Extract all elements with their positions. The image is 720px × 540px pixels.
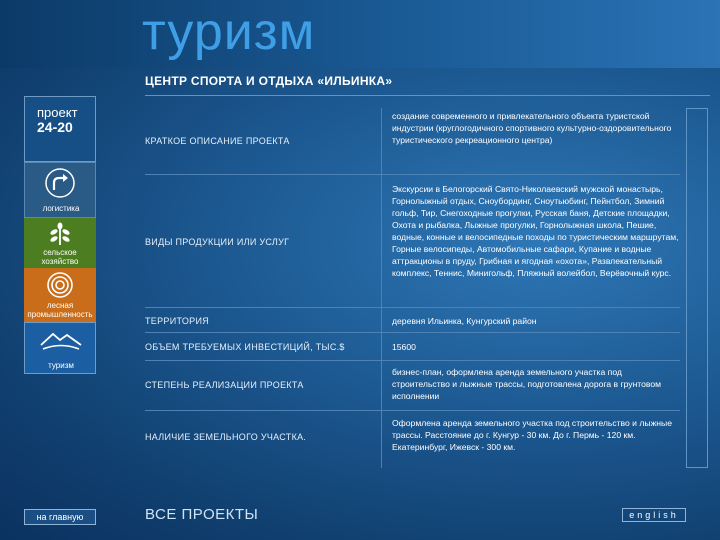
row-label: ТЕРРИТОРИЯ [145,316,210,326]
row-label: СТЕПЕНЬ РЕАЛИЗАЦИИ ПРОЕКТА [145,380,304,390]
project-number-box [24,96,96,162]
sidebar-label-tourism: туризм [48,361,74,370]
all-projects-link[interactable]: ВСЕ ПРОЕКТЫ [145,506,259,523]
title-divider [145,95,710,96]
english-button[interactable]: english [622,508,686,522]
row-divider [145,360,680,361]
arrow-turn-icon [45,168,75,198]
sidebar-item-forestry[interactable] [24,268,96,322]
project-title: ЦЕНТР СПОРТА И ОТДЫХА «ИЛЬИНКА» [145,74,393,88]
row-label: ВИДЫ ПРОДУКЦИИ ИЛИ УСЛУГ [145,237,290,247]
row-divider [145,410,680,411]
header-bar [0,0,720,68]
row-label: ОБЪЕМ ТРЕБУЕМЫХ ИНВЕСТИЦИЙ, ТЫС.$ [145,342,345,352]
row-label: НАЛИЧИЕ ЗЕМЕЛЬНОГО УЧАСТКА. [145,432,307,442]
row-value: Экскурсии в Белогорский Свято-Николаевский мужской монастырь, Горнолыжный отдых, Сноубординг, Сноутьюбинг, Пейнтбол, Зимний гольф, Тир, Снегоходные прогулки, Русская баня, Детские площадки, Охота и рыбалка, Лыжные прогулки, Горнолыжная школа, Пешие, водные, конные и велосипедные походы по туристическим маршрутам, Горные велосипеды, Автомобильные сафари, Купание и водные аттракционы в пруду, Грибная и ягодная «охота», Развлекательный комплекс, Теннис, Минигольф, Пляжный волейбол, Верёвочный курс. [392,184,679,278]
project-number: 24-20 [37,119,73,135]
sidebar-item-agriculture[interactable] [24,218,96,268]
sidebar-label-logistics: логистика [42,204,80,213]
row-divider [145,332,680,333]
row-divider [145,307,680,308]
row-divider [145,174,680,175]
row-value: деревня Ильинка, Кунгурский район [392,316,537,326]
row-value: 15600 [392,342,416,352]
project-box-label: проект [37,105,78,120]
plant-icon [47,222,73,246]
home-button[interactable]: на главную [24,509,96,525]
sidebar-item-logistics[interactable] [24,162,96,218]
scrollbar[interactable] [686,108,708,468]
row-label: КРАТКОЕ ОПИСАНИЕ ПРОЕКТА [145,136,290,146]
tree-rings-icon [46,271,74,299]
table-column-divider [381,108,382,468]
sidebar-label-forestry: лесная промышленность [27,301,93,319]
sidebar-item-tourism[interactable] [24,322,96,374]
page-title: туризм [142,3,316,61]
mountains-icon [39,329,83,353]
row-value: бизнес-план, оформлена аренда земельного участка под строительство и лыжные трассы, подготовлена дорога в грунтовом исполнении [392,367,662,401]
sidebar-label-agriculture: сельское хозяйство [41,248,79,266]
row-value: создание современного и привлекательного объекта туристской индустрии (круглогодичного спортивного культурно-оздоровительного туристического рекреационного центра) [392,111,672,145]
row-value: Оформлена аренда земельного участка под строительство и лыжные трассы. Расстояние до г. Кунгур - 30 км. До г. Пермь - 120 км. Екатеринбург, Ижевск - 300 км. [392,418,673,452]
